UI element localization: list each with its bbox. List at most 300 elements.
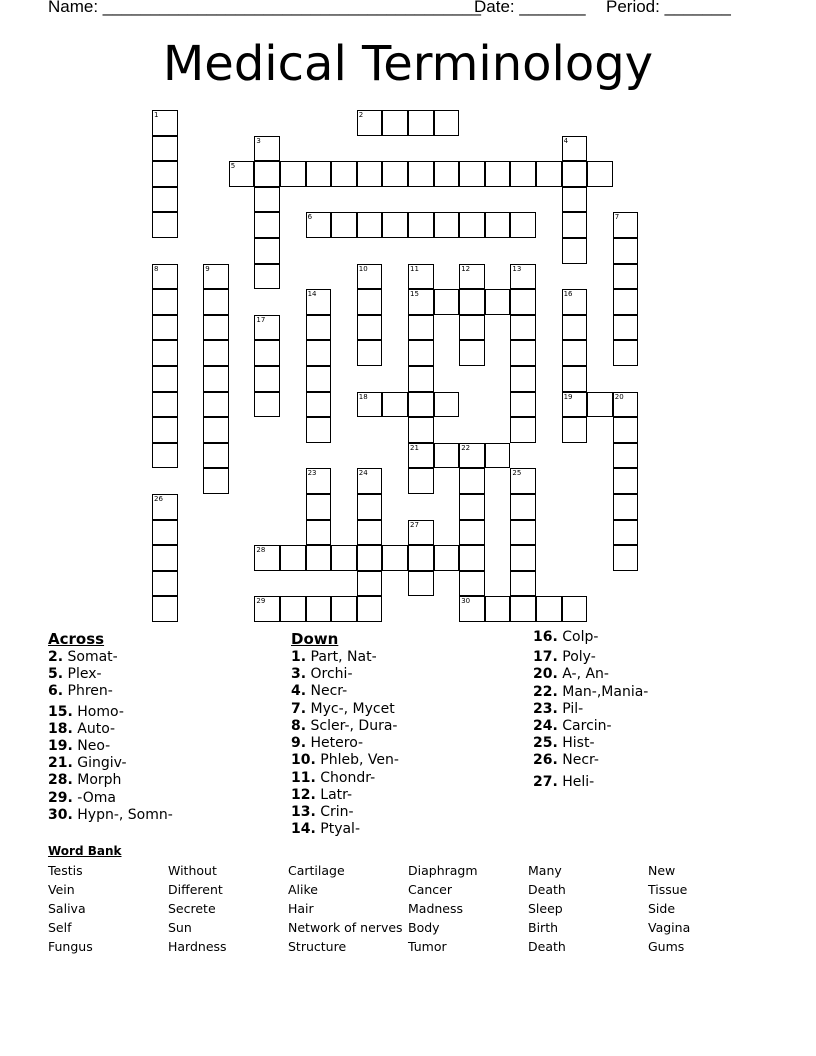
grid-cell[interactable] [306,392,332,418]
clue-number: 21 [410,443,419,452]
grid-cell[interactable] [510,392,536,418]
clue-number: 25 [512,469,522,478]
grid-cell[interactable] [306,417,332,443]
grid-cell[interactable] [203,417,229,443]
word-bank-item: Tumor [408,939,447,954]
grid-cell[interactable] [613,520,639,546]
grid-cell[interactable] [254,366,280,392]
grid-cell[interactable] [203,366,229,392]
grid-cell[interactable] [434,289,460,315]
grid-cell[interactable] [459,545,485,571]
clue-item [291,804,354,821]
grid-cell[interactable] [562,136,588,162]
clue-text: Gingiv- [72,755,127,771]
clue-text: Homo- [72,704,124,720]
clue-number: 12. [291,787,316,803]
grid-cell[interactable] [152,596,178,622]
clue-number: 20 [614,392,624,401]
grid-cell[interactable] [536,161,562,187]
clue-number: 11. [291,770,316,786]
word-bank-item: Vein [48,882,75,897]
grid-cell[interactable] [203,340,229,366]
grid-cell[interactable] [280,161,306,187]
grid-cell[interactable] [485,596,511,622]
grid-cell[interactable] [434,443,460,469]
clue-item [48,649,118,666]
grid-cell[interactable] [408,392,434,418]
clue-text: Colp- [557,629,599,645]
grid-cell[interactable] [357,315,383,341]
clue-number: 8 [154,264,159,273]
clue-number: 24 [358,469,368,478]
grid-cell[interactable] [562,161,588,187]
clue-number: 5. [48,666,64,682]
clue-text: Myc-, Mycet [306,701,395,717]
clue-number: 27. [533,774,558,790]
grid-cell[interactable] [459,315,485,341]
grid-cell[interactable] [562,366,588,392]
clue-number: 21. [48,755,73,771]
clue-text: -Oma [72,790,116,806]
grid-cell[interactable] [408,315,434,341]
grid-cell[interactable] [152,392,178,418]
grid-cell[interactable] [510,417,536,443]
grid-cell[interactable] [254,264,280,290]
grid-cell[interactable] [254,315,280,341]
clue-item [291,735,363,752]
grid-cell[interactable] [408,289,434,315]
word-bank-item: Structure [288,939,347,954]
word-bank-item: Self [48,920,72,935]
grid-cell[interactable] [203,289,229,315]
grid-cell[interactable] [562,187,588,213]
clue-number: 28 [256,546,266,555]
grid-cell[interactable] [382,110,408,136]
clue-number: 15. [48,704,73,720]
grid-cell[interactable] [203,264,229,290]
grid-cell[interactable] [459,520,485,546]
word-bank-item: Cartilage [288,863,345,878]
grid-cell[interactable] [459,161,485,187]
grid-cell[interactable] [280,596,306,622]
grid-cell[interactable] [408,443,434,469]
grid-cell[interactable] [485,289,511,315]
clue-number: 18. [48,721,73,737]
clue-item [291,752,399,769]
clue-number: 17. [533,649,558,665]
grid-cell[interactable] [152,443,178,469]
grid-cell[interactable] [306,315,332,341]
clue-number: 19 [563,392,573,401]
clue-item [533,684,648,701]
grid-cell[interactable] [562,238,588,264]
word-bank-item: Diaphragm [408,863,478,878]
clue-text: Hist- [557,735,595,751]
grid-cell[interactable] [203,443,229,469]
grid-cell[interactable] [434,545,460,571]
grid-cell[interactable] [357,161,383,187]
grid-cell[interactable] [306,340,332,366]
clue-item [533,752,599,769]
grid-cell[interactable] [254,392,280,418]
clue-item [291,701,395,718]
across-clues [48,629,278,829]
grid-cell[interactable] [306,494,332,520]
grid-cell[interactable] [485,161,511,187]
clue-number: 27 [410,520,419,529]
clue-text: Scler-, Dura- [306,718,398,734]
grid-cell[interactable] [613,468,639,494]
grid-cell[interactable] [408,212,434,238]
grid-cell[interactable] [562,289,588,315]
clue-number: 8. [291,718,307,734]
grid-cell[interactable] [510,340,536,366]
grid-cell[interactable] [510,161,536,187]
grid-cell[interactable] [152,494,178,520]
grid-cell[interactable] [254,187,280,213]
grid-cell[interactable] [229,161,255,187]
grid-cell[interactable] [459,289,485,315]
word-bank-item: Sleep [528,901,563,916]
grid-cell[interactable] [357,494,383,520]
word-bank-item: Alike [288,882,318,897]
word-bank-item: Network of nerves [288,920,403,935]
word-bank-item: Tissue [648,882,688,897]
clue-item [48,738,110,755]
grid-cell[interactable] [510,520,536,546]
clue-number: 10. [291,752,316,768]
grid-cell[interactable] [408,340,434,366]
word-bank-item: Death [528,939,566,954]
word-bank-item: Side [648,901,676,916]
word-bank-item: Secrete [168,901,216,916]
clue-text: Phren- [63,683,113,699]
clue-item [533,701,583,718]
grid-cell[interactable] [408,545,434,571]
word-bank-item: Cancer [408,882,453,897]
word-bank-item: Many [528,863,562,878]
grid-cell[interactable] [331,161,357,187]
clue-number: 7 [614,213,620,222]
grid-cell[interactable] [152,161,178,187]
clue-item [533,666,609,683]
grid-cell[interactable] [357,340,383,366]
grid-cell[interactable] [613,264,639,290]
grid-cell[interactable] [613,545,639,571]
grid-cell[interactable] [306,212,332,238]
clue-item [533,718,612,735]
clue-number: 5 [230,162,236,171]
grid-cell[interactable] [152,417,178,443]
grid-cell[interactable] [382,161,408,187]
grid-cell[interactable] [562,392,588,418]
grid-cell[interactable] [485,443,511,469]
grid-cell[interactable] [459,571,485,597]
grid-cell[interactable] [152,315,178,341]
clue-text: Phleb, Ven- [315,752,399,768]
clue-number: 30 [461,597,471,606]
word-bank-title: Word Bank [48,844,122,858]
clue-item [533,649,596,666]
clue-item [48,807,173,824]
clue-text: Necr- [306,683,348,699]
clue-text: Latr- [315,787,353,803]
clue-item [291,821,360,838]
grid-cell[interactable] [254,161,280,187]
grid-cell[interactable] [459,340,485,366]
word-bank-item: Hair [288,901,314,916]
clue-number: 25. [533,735,558,751]
clue-item [48,666,102,683]
clue-text: Heli- [557,774,595,790]
clue-number: 2 [358,111,364,119]
grid-cell[interactable] [382,545,408,571]
grid-cell[interactable] [434,161,460,187]
grid-cell[interactable] [331,596,357,622]
grid-cell[interactable] [254,596,280,622]
clue-item [533,629,598,646]
grid-cell[interactable] [306,468,332,494]
grid-cell[interactable] [152,520,178,546]
grid-cell[interactable] [408,571,434,597]
grid-cell[interactable] [510,289,536,315]
grid-cell[interactable] [587,392,613,418]
date-field[interactable]: Date: _______ [474,0,586,16]
clue-text: Crin- [315,804,354,820]
grid-cell[interactable] [562,340,588,366]
grid-cell[interactable] [434,392,460,418]
clue-number: 23 [307,469,317,478]
clue-item [48,772,121,789]
grid-cell[interactable] [613,443,639,469]
grid-cell[interactable] [459,596,485,622]
clue-number: 18 [358,392,368,401]
grid-cell[interactable] [357,392,383,418]
grid-cell[interactable] [562,417,588,443]
grid-cell[interactable] [613,238,639,264]
clue-number: 6. [48,683,64,699]
grid-cell[interactable] [613,212,639,238]
clue-item [291,683,347,700]
clue-item [533,735,595,752]
grid-cell[interactable] [254,340,280,366]
clue-number: 3. [291,666,307,682]
word-bank-item: New [648,863,676,878]
clue-text: Part, Nat- [306,649,377,665]
grid-cell[interactable] [408,366,434,392]
clue-item [533,774,594,791]
grid-cell[interactable] [306,520,332,546]
grid-cell[interactable] [306,545,332,571]
grid-cell[interactable] [306,161,332,187]
grid-cell[interactable] [510,494,536,520]
word-bank [48,844,768,954]
clue-text: Morph [72,772,122,788]
clue-text: Poly- [557,649,596,665]
clue-text: Hypn-, Somn- [72,807,173,823]
clue-text: Ptyal- [315,821,360,837]
grid-cell[interactable] [510,596,536,622]
clue-number: 6 [307,213,313,222]
grid-cell[interactable] [562,315,588,341]
clue-item [48,755,127,772]
clue-number: 16. [533,629,558,645]
down-clues [291,629,521,844]
clue-text: Auto- [72,721,116,737]
grid-cell[interactable] [408,161,434,187]
grid-cell[interactable] [152,571,178,597]
grid-cell[interactable] [510,468,536,494]
clue-item [291,787,352,804]
clue-number: 26. [533,752,558,768]
grid-cell[interactable] [331,545,357,571]
grid-cell[interactable] [613,289,639,315]
grid-cell[interactable] [510,545,536,571]
clue-number: 20. [533,666,558,682]
grid-cell[interactable] [408,264,434,290]
page-title: Medical Terminology [162,36,654,92]
word-bank-item: Without [168,863,217,878]
clue-number: 30. [48,807,73,823]
grid-cell[interactable] [382,392,408,418]
grid-cell[interactable] [613,392,639,418]
grid-cell[interactable] [331,212,357,238]
grid-cell[interactable] [434,110,460,136]
grid-cell[interactable] [613,340,639,366]
grid-cell[interactable] [152,212,178,238]
clue-number: 29. [48,790,73,806]
clue-number: 15 [410,290,419,299]
grid-cell[interactable] [203,315,229,341]
clue-text: Necr- [557,752,599,768]
word-bank-item: Different [168,882,223,897]
grid-cell[interactable] [203,392,229,418]
clue-text: Man-,Mania- [557,684,649,700]
clue-text: Chondr- [315,770,376,786]
grid-cell[interactable] [408,520,434,546]
clue-text: A-, An- [557,666,609,682]
grid-cell[interactable] [485,212,511,238]
grid-cell[interactable] [357,468,383,494]
grid-cell[interactable] [562,212,588,238]
grid-cell[interactable] [152,366,178,392]
grid-cell[interactable] [510,264,536,290]
clue-text: Plex- [63,666,102,682]
clue-number: 23. [533,701,558,717]
grid-cell[interactable] [408,110,434,136]
word-bank-item: Body [408,920,440,935]
grid-cell[interactable] [587,161,613,187]
grid-cell[interactable] [408,417,434,443]
grid-cell[interactable] [254,238,280,264]
grid-cell[interactable] [306,366,332,392]
grid-cell[interactable] [357,110,383,136]
grid-cell[interactable] [357,571,383,597]
grid-cell[interactable] [306,596,332,622]
clue-number: 28. [48,772,73,788]
grid-cell[interactable] [613,417,639,443]
grid-cell[interactable] [152,187,178,213]
clue-number: 22. [533,684,558,700]
clue-number: 1 [154,111,159,119]
word-bank-item: Madness [408,901,464,916]
word-bank-item: Hardness [168,939,227,954]
clue-number: 26 [154,495,163,503]
grid-cell[interactable] [510,366,536,392]
grid-cell[interactable] [434,212,460,238]
grid-cell[interactable] [254,136,280,162]
across-heading: Across [48,630,105,648]
grid-cell[interactable] [280,545,306,571]
word-bank-item: Fungus [48,939,93,954]
clue-number: 14 [307,290,317,299]
grid-cell[interactable] [459,494,485,520]
grid-cell[interactable] [152,545,178,571]
grid-cell[interactable] [613,315,639,341]
grid-cell[interactable] [408,468,434,494]
clue-item [48,683,113,700]
clue-item [291,666,353,683]
grid-cell[interactable] [613,494,639,520]
clue-number: 29 [256,597,266,606]
clue-item [48,790,116,807]
grid-cell[interactable] [152,136,178,162]
clue-text: Carcin- [557,718,612,734]
grid-cell[interactable] [459,212,485,238]
grid-cell[interactable] [382,212,408,238]
clue-item [291,770,375,787]
grid-cell[interactable] [510,571,536,597]
period-field[interactable]: Period: _______ [606,0,731,16]
grid-cell[interactable] [357,596,383,622]
grid-cell[interactable] [152,264,178,290]
clue-number: 1. [291,649,307,665]
grid-cell[interactable] [254,212,280,238]
grid-cell[interactable] [357,545,383,571]
grid-cell[interactable] [562,596,588,622]
grid-cell[interactable] [357,212,383,238]
grid-cell[interactable] [510,315,536,341]
grid-cell[interactable] [203,468,229,494]
grid-cell[interactable] [254,545,280,571]
grid-cell[interactable] [152,289,178,315]
clue-item [48,704,124,721]
grid-cell[interactable] [536,596,562,622]
clue-number: 16 [563,290,573,299]
word-bank-item: Saliva [48,901,86,916]
grid-cell[interactable] [306,289,332,315]
clue-number: 14. [291,821,316,837]
word-bank-item: Birth [528,920,559,935]
grid-cell[interactable] [459,443,485,469]
grid-cell[interactable] [357,264,383,290]
clue-text: Hetero- [306,735,364,751]
clue-number: 4 [563,136,569,145]
clue-number: 2. [48,649,64,665]
down-heading: Down [291,630,339,648]
grid-cell[interactable] [510,212,536,238]
clue-number: 9. [291,735,307,751]
grid-cell[interactable] [152,340,178,366]
clue-text: Orchi- [306,666,353,682]
name-field[interactable]: Name: ________________________________________ [48,0,481,16]
grid-cell[interactable] [357,520,383,546]
grid-cell[interactable] [459,468,485,494]
grid-cell[interactable] [357,289,383,315]
grid-cell[interactable] [152,110,178,136]
clue-number: 11 [410,264,419,273]
grid-cell[interactable] [459,264,485,290]
